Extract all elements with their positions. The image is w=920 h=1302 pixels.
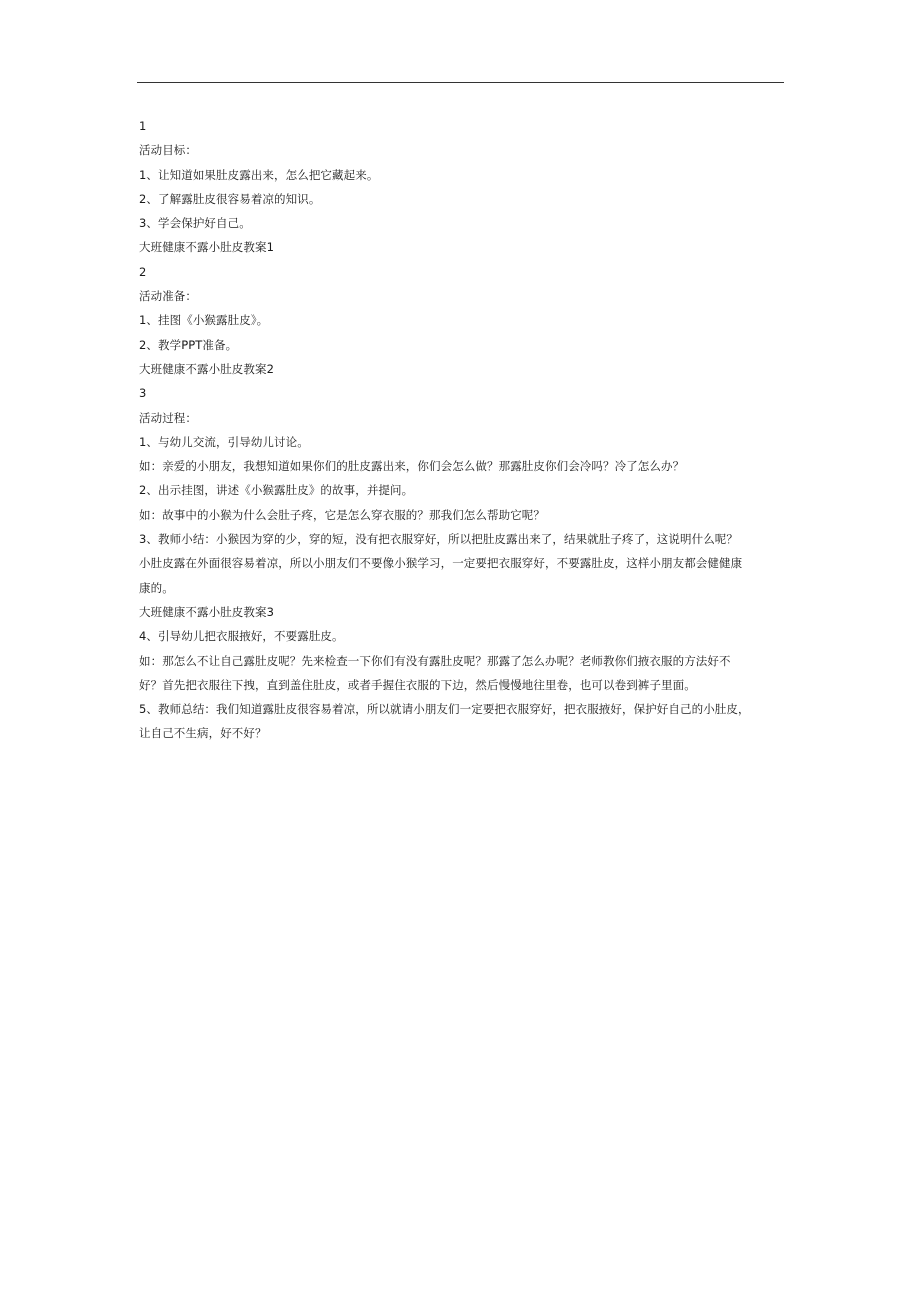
section-heading-process: 活动过程： [139,410,197,425]
process-step-4: 4、引导幼儿把衣服掖好，不要露肚皮。 [139,629,344,644]
section-number-2: 2 [139,264,147,279]
preparation-item-2: 2、教学PPT准备。 [139,337,238,352]
section-number-3: 3 [139,386,147,401]
document-body [139,114,789,746]
section-caption-2: 大班健康不露小肚皮教案2 [139,361,275,376]
process-step-4-example-line-1: 如：那怎么不让自己露肚皮呢？先来检查一下你们有没有露肚皮呢？那露了怎么办呢？老师教你们掖衣服的方法好不 [139,653,731,668]
preparation-item-1: 1、挂图《小猴露肚皮》。 [139,313,269,328]
process-step-1: 1、与幼儿交流，引导幼儿讨论。 [139,434,309,449]
goal-item-2: 2、了解露肚皮很容易着凉的知识。 [139,191,321,206]
process-step-5-line-1: 5、教师总结：我们知道露肚皮很容易着凉，所以就请小朋友们一定要把衣服穿好，把衣服掖好，保护好自己的小肚皮， [139,702,750,717]
process-step-3-detail-line-1: 小肚皮露在外面很容易着凉，所以小朋友们不要像小猴学习，一定要把衣服穿好，不要露肚皮，这样小朋友都会健健康 [139,556,743,571]
goal-item-1: 1、让知道如果肚皮露出来，怎么把它藏起来。 [139,167,379,182]
process-step-2: 2、出示挂图，讲述《小猴露肚皮》的故事，并提问。 [139,483,414,498]
section-heading-goals: 活动目标： [139,143,197,158]
goal-item-3: 3、学会保护好自己。 [139,216,251,231]
section-caption-1: 大班健康不露小肚皮教案1 [139,240,275,255]
section-number-1: 1 [139,119,147,133]
process-step-1-example: 如：亲爱的小朋友，我想知道如果你们的肚皮露出来，你们会怎么做？那露肚皮你们会冷吗？冷了怎么办？ [139,459,685,474]
process-step-2-example: 如：故事中的小猴为什么会肚子疼，它是怎么穿衣服的？那我们怎么帮助它呢？ [139,507,545,522]
header-rule [137,82,784,83]
process-step-5-line-2: 让自己不生病，好不好？ [139,726,267,741]
process-step-3: 3、教师小结：小猴因为穿的少，穿的短，没有把衣服穿好，所以把肚皮露出来了，结果就肚子疼了，这说明什么呢？ [139,532,739,547]
section-heading-preparation: 活动准备： [139,289,197,304]
section-caption-3: 大班健康不露小肚皮教案3 [139,604,275,619]
process-step-4-example-line-2: 好？首先把衣服往下拽，直到盖住肚皮，或者手握住衣服的下边，然后慢慢地往里卷，也可以卷到裤子里面。 [139,677,696,692]
process-step-3-detail-line-2: 康的。 [139,580,174,595]
